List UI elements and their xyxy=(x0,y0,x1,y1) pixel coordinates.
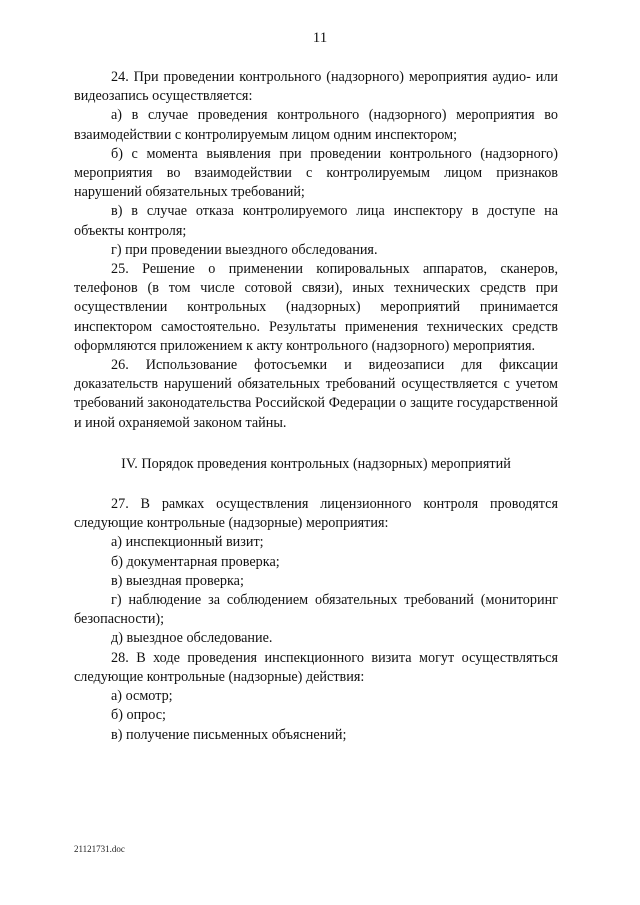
paragraph-24-a: а) в случае проведения контрольного (надзорного) мероприятия во взаимодействии с контролируемым лицом одним инспектором; xyxy=(74,107,558,143)
paragraph-26: 26. Использование фотосъемки и видеозаписи для фиксации доказательств нарушений обязательных требований осуществляется с учетом требований законодательства Российской Федерации о защите государственной и иной охраняемой законом тайны. xyxy=(74,357,558,431)
paragraph-28: 28. В ходе проведения инспекционного визита могут осуществляться следующие контрольные (надзорные) действия: xyxy=(74,649,558,685)
paragraph-27-g: г) наблюдение за соблюдением обязательных требований (мониторинг безопасности); xyxy=(74,592,558,628)
paragraph-25: 25. Решение о применении копировальных аппаратов, сканеров, телефонов (в том числе сотовой связи), иных технических средств при осуществлении контрольных (надзорных) мероприятий принимается инспектором самостоятельно. Результаты применения технических средств оформляются приложением к акту контрольного (надзорного) мероприятия. xyxy=(74,261,558,354)
paragraph-28-b: б) опрос; xyxy=(111,707,166,724)
paragraph-28-v: в) получение письменных объяснений; xyxy=(111,726,347,743)
paragraph-27-d: д) выездное обследование. xyxy=(111,630,273,647)
paragraph-27-v: в) выездная проверка; xyxy=(111,572,244,589)
paragraph-24-g: г) при проведении выездного обследования. xyxy=(111,241,378,258)
paragraph-27: 27. В рамках осуществления лицензионного контроля проводятся следующие контрольные (надзорные) мероприятия: xyxy=(74,496,558,532)
document-body xyxy=(74,68,558,745)
section-heading: IV. Порядок проведения контрольных (надзорных) мероприятий xyxy=(121,455,511,472)
page-number: 11 xyxy=(312,30,328,46)
paragraph-27-b: б) документарная проверка; xyxy=(111,553,280,570)
paragraph-24: 24. При проведении контрольного (надзорного) мероприятия аудио- или видеозапись осуществляется: xyxy=(74,69,558,105)
paragraph-24-b: б) с момента выявления при проведении контрольного (надзорного) мероприятия во взаимодействии с контролируемым лицом признаков нарушений обязательных требований; xyxy=(74,145,558,201)
paragraph-28-a: а) осмотр; xyxy=(111,688,173,705)
footer-filename: 21121731.doc xyxy=(74,844,125,854)
paragraph-24-v: в) в случае отказа контролируемого лица инспектору в доступе на объекты контроля; xyxy=(74,203,558,239)
paragraph-27-a: а) инспекционный визит; xyxy=(111,534,264,551)
